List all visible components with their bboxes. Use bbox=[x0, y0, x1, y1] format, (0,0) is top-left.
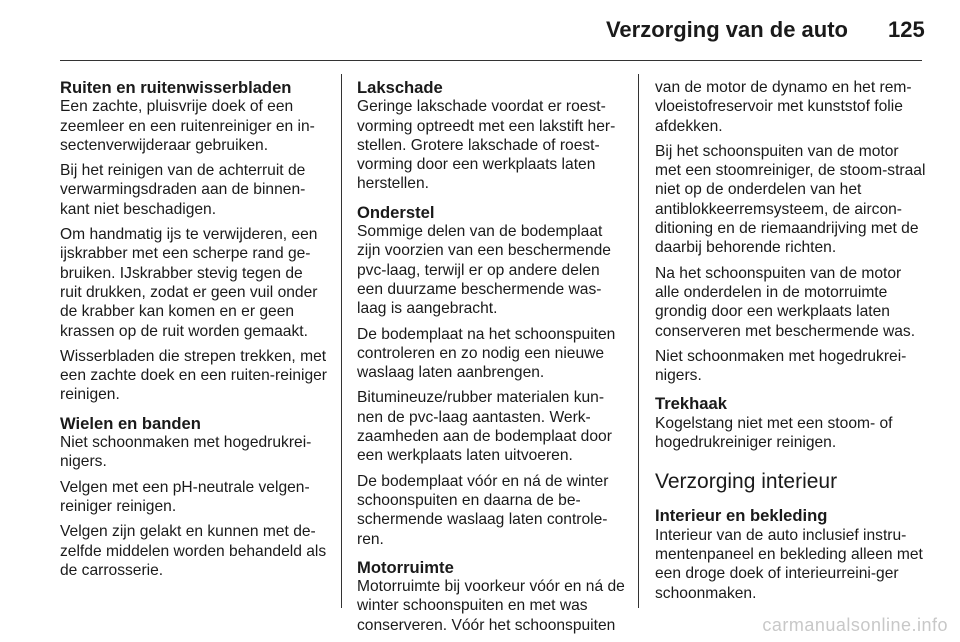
paragraph: Niet schoonmaken met hogedrukrei-nigers. bbox=[60, 434, 312, 471]
section-heading: Ruiten en ruitenwisserbladen bbox=[60, 78, 292, 97]
section-towbar bbox=[655, 394, 927, 452]
section-heading: Lakschade bbox=[357, 78, 443, 97]
column-divider bbox=[341, 74, 342, 608]
paragraph: Velgen met een pH-neutrale velgen-reiniger reinigen. bbox=[60, 478, 310, 515]
paragraph: Kogelstang niet met een stoom- of hogedrukreiniger reinigen. bbox=[655, 414, 893, 452]
section-windows-wipers bbox=[60, 78, 328, 405]
paragraph: van de motor de dynamo en het rem-vloeistofreservoir met kunststof folie afdekken. bbox=[655, 79, 912, 135]
paragraph: Motorruimte bij voorkeur vóór en ná de winter schoonspuiten en met was conserveren. Vóór het schoonspuiten bbox=[357, 578, 625, 634]
watermark: carmanualsonline.info bbox=[762, 615, 948, 635]
paragraph: Bitumineuze/rubber materialen kun-nen de pvc-laag aantasten. Werk-zaamheden aan de bodemplaat door een werkplaats laten uitvoeren. bbox=[357, 389, 612, 465]
paragraph: Een zachte, pluisvrije doek of een zeemleer en een ruitenreiniger en in-sectenverwijderaar gebruiken. bbox=[60, 98, 315, 154]
page-header bbox=[0, 0, 960, 64]
paragraph: Na het schoonspuiten van de motor alle onderdelen in de motorruimte grondig door een werkplaats laten conserveren met beschermende was. bbox=[655, 264, 916, 340]
section-engine-continued bbox=[655, 78, 927, 385]
section-interior-upholstery bbox=[655, 506, 927, 602]
page-number: 125 bbox=[888, 17, 925, 42]
page-title: Verzorging van de auto bbox=[605, 17, 848, 42]
header-divider bbox=[60, 60, 922, 61]
section-heading: Onderstel bbox=[357, 202, 435, 222]
paragraph: Velgen zijn gelakt en kunnen met de-zelfde middelen worden behandeld als de carrosserie. bbox=[60, 523, 327, 579]
paragraph: Niet schoonmaken met hogedrukrei-nigers. bbox=[655, 347, 907, 385]
column-divider bbox=[638, 74, 639, 608]
column-1 bbox=[60, 78, 328, 586]
section-heading: Motorruimte bbox=[357, 557, 454, 577]
section-underbody bbox=[357, 203, 625, 549]
section-heading: Interieur en bekleding bbox=[655, 506, 828, 526]
section-heading: Wielen en banden bbox=[60, 413, 201, 433]
paragraph: Om handmatig ijs te verwijderen, een ijskrabber met een scherpe rand ge-bruiken. IJskrabber stevig tegen de ruit drukken, zodat er geen vuil onder de krabber kan komen en er geen krassen op de ruit worden gemaakt. bbox=[60, 226, 318, 340]
section-heading: Trekhaak bbox=[655, 394, 727, 414]
paragraph: Wisserbladen die strepen trekken, met een zachte doek en een ruiten-reiniger reinigen. bbox=[60, 347, 328, 404]
paragraph: Geringe lakschade voordat er roest-vorming optreedt met een lakstift her-stellen. Grotere lakschade of roest-vorming door een werkplaats laten herstellen. bbox=[357, 98, 616, 193]
paragraph: De bodemplaat na het schoonspuiten controleren en zo nodig een nieuwe waslaag laten aanbrengen. bbox=[357, 325, 616, 382]
column-2 bbox=[357, 78, 625, 641]
paragraph: Bij het reinigen van de achterruit de verwarmingsdraden aan de binnen-kant niet beschadigen. bbox=[60, 162, 306, 218]
column-3 bbox=[655, 78, 927, 609]
section-paint-damage bbox=[357, 78, 625, 194]
paragraph: Bij het schoonspuiten van de motor met een stoomreiniger, de stoom-straal niet op de onderdelen van het antiblokkeerremsysteem, de aircon-ditioning en de riemaandrijving met de daarbij behorende richten. bbox=[655, 142, 926, 257]
paragraph: Sommige delen van de bodemplaat zijn voorzien van een beschermende pvc-laag, terwijl er op andere delen een duurzame beschermende was-laag is aangebracht. bbox=[357, 223, 611, 318]
section-engine-compartment bbox=[357, 558, 625, 635]
section-wheels-tyres bbox=[60, 414, 328, 580]
paragraph: De bodemplaat vóór en ná de winter schoonspuiten en daarna de be-schermende waslaag laten controle-ren. bbox=[357, 472, 609, 548]
chapter-heading: Verzorging interieur bbox=[655, 470, 838, 494]
paragraph: Interieur van de auto inclusief instru-mentenpaneel en bekleding alleen met een droge doek of interieurreini-ger schoonmaken. bbox=[655, 526, 923, 602]
